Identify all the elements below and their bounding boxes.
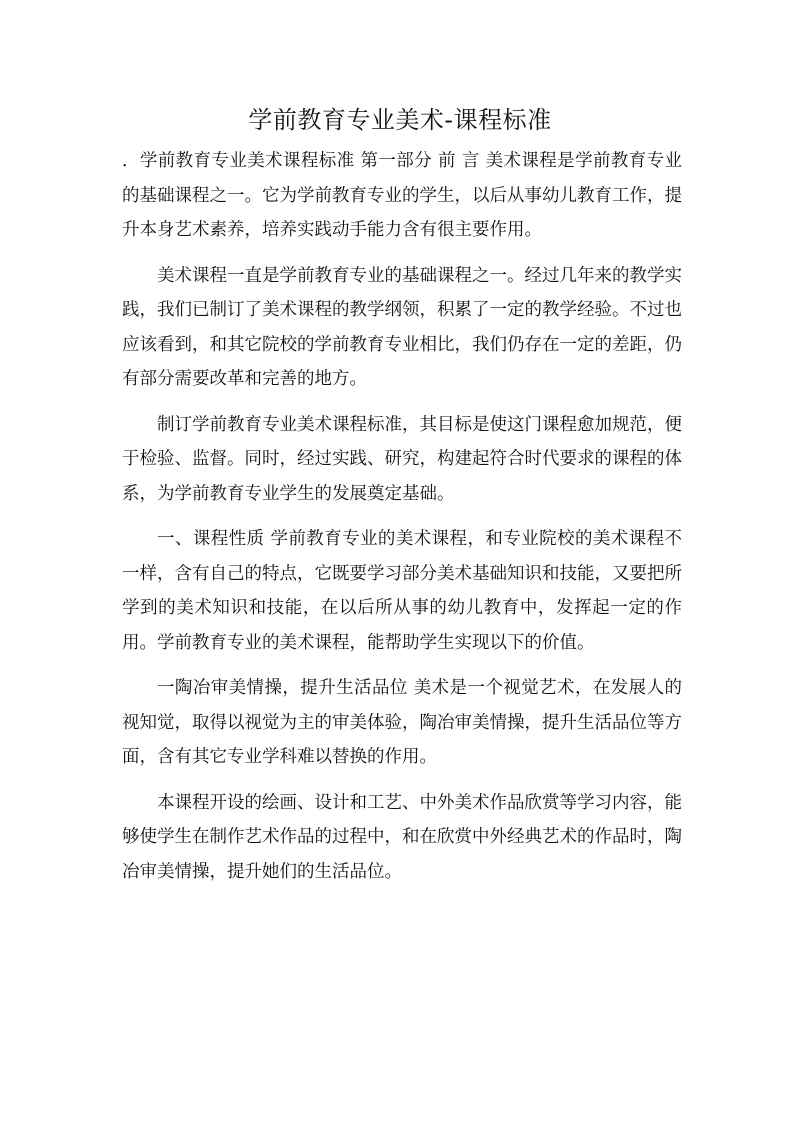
paragraph-preface: ．学前教育专业美术课程标准 第一部分 前 言 美术课程是学前教育专业的基础课程之一。它为学前教育专业的学生，以后从事幼儿教育工作，提升本身艺术素养，培养实践动手能力含有很主要作用。 bbox=[122, 151, 682, 240]
paragraph-course-history: 美术课程一直是学前教育专业的基础课程之一。经过几年来的教学实践，我们已制订了美术课程的教学纲领，积累了一定的教学经验。不过也应该看到，和其它院校的学前教育专业相比，我们仍存在一定的差距，仍有部分需要改革和完善的地方。 bbox=[122, 265, 682, 389]
paragraph-course-content: 本课程开设的绘画、设计和工艺、中外美术作品欣赏等学习内容，能够使学生在制作艺术作品的过程中，和在欣赏中外经典艺术的作品时，陶冶审美情操，提升她们的生活品位。 bbox=[122, 792, 682, 882]
document-title: 学前教育专业美术-课程标准 bbox=[248, 106, 552, 134]
paragraph-aesthetic-value: 一陶冶审美情操，提升生活品位 美术是一个视觉艺术，在发展人的视知觉，取得以视觉为主的审美体验，陶冶审美情操，提升生活品位等方面，含有其它专业学科难以替换的作用。 bbox=[122, 678, 682, 767]
paragraph-standard-goal: 制订学前教育专业美术课程标准，其目标是使这门课程愈加规范，便于检验、监督。同时，经过实践、研究，构建起符合时代要求的课程的体系，为学前教育专业学生的发展奠定基础。 bbox=[122, 414, 682, 504]
paragraph-course-nature: 一、课程性质 学前教育专业的美术课程，和专业院校的美术课程不一样，含有自己的特点，它既要学习部分美术基础知识和技能，又要把所学到的美术知识和技能，在以后所从事的幼儿教育中，发挥起一定的作用。学前教育专业的美术课程，能帮助学生实现以下的价值。 bbox=[122, 529, 682, 653]
document-body bbox=[122, 144, 682, 889]
